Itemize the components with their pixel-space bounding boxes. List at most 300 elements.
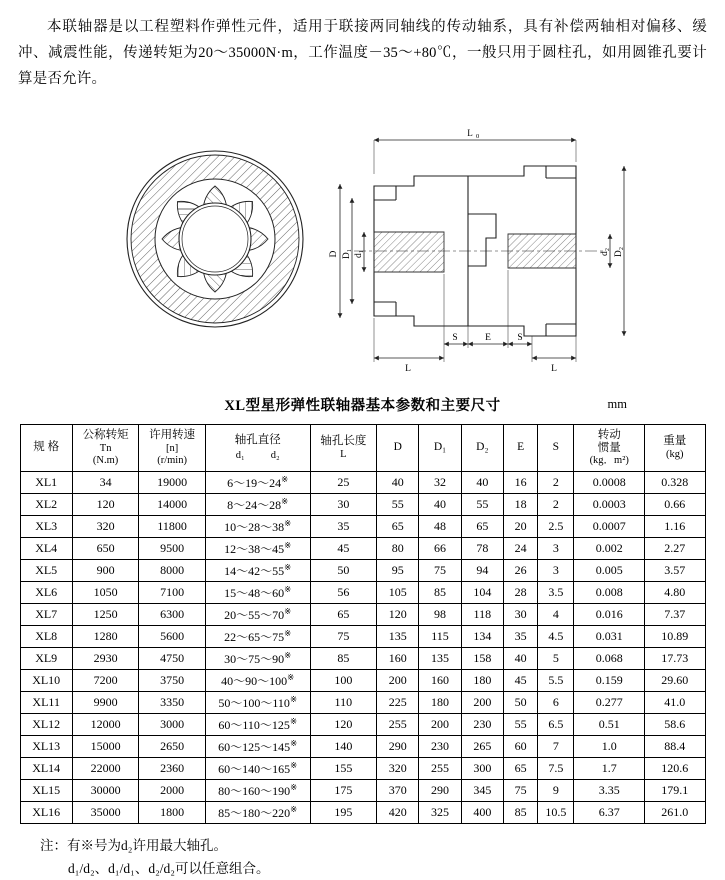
cell-bore-diameter bbox=[205, 692, 310, 714]
cell-D1: 40 bbox=[419, 494, 461, 516]
header-E: E bbox=[503, 425, 537, 472]
cell-spec: XL6 bbox=[20, 582, 72, 604]
header-speed-label: 许用转速 bbox=[149, 429, 196, 442]
cell-inertia: 0.016 bbox=[574, 604, 645, 626]
header-S: S bbox=[538, 425, 574, 472]
table-row bbox=[20, 692, 705, 714]
max-bore-marker-icon: ※ bbox=[290, 781, 298, 792]
cell-inertia: 0.277 bbox=[574, 692, 645, 714]
max-bore-marker-icon: ※ bbox=[284, 539, 292, 550]
header-inertia-unit: (kg．m²) bbox=[589, 455, 629, 467]
svg-text:D₁: D₁ bbox=[342, 248, 352, 260]
cell-torque: 900 bbox=[72, 560, 138, 582]
header-weight bbox=[644, 425, 705, 472]
bore-range: 60～140～165 bbox=[218, 761, 291, 776]
cell-spec: XL16 bbox=[20, 802, 72, 824]
cell-inertia: 0.0007 bbox=[574, 516, 645, 538]
cell-E: 40 bbox=[503, 648, 537, 670]
cell-bore-diameter bbox=[205, 626, 310, 648]
cell-torque: 1050 bbox=[72, 582, 138, 604]
bore-range: 6～19～24 bbox=[227, 475, 282, 490]
note-line-1 bbox=[40, 834, 725, 857]
max-bore-marker-icon: ※ bbox=[284, 627, 292, 638]
cell-D1: 135 bbox=[419, 648, 461, 670]
cell-inertia: 0.068 bbox=[574, 648, 645, 670]
cell-E: 45 bbox=[503, 670, 537, 692]
cell-inertia: 6.37 bbox=[574, 802, 645, 824]
header-speed bbox=[139, 425, 205, 472]
bore-range: 60～110～125 bbox=[218, 717, 290, 732]
cell-bore-diameter bbox=[205, 516, 310, 538]
cell-bore-length: 100 bbox=[310, 670, 376, 692]
cell-E: 60 bbox=[503, 736, 537, 758]
cell-E: 18 bbox=[503, 494, 537, 516]
cell-bore-length: 85 bbox=[310, 648, 376, 670]
cell-S: 3.5 bbox=[538, 582, 574, 604]
cell-D: 95 bbox=[377, 560, 419, 582]
cell-E: 26 bbox=[503, 560, 537, 582]
header-inertia-label2: 惯量 bbox=[597, 441, 621, 454]
cell-inertia: 0.0003 bbox=[574, 494, 645, 516]
cell-bore-diameter bbox=[205, 472, 310, 494]
cell-spec: XL5 bbox=[20, 560, 72, 582]
intro-paragraph: 本联轴器是以工程塑料作弹性元件，适用于联接两同轴线的传动轴系，具有补偿两轴相对偏移、缓冲、减震性能，传递转矩为20～35000N·m，工作温度－35～+80℃，一般只用于圆柱孔，如用圆锥孔要计算是否允许。 bbox=[18, 19, 707, 87]
cell-E: 65 bbox=[503, 758, 537, 780]
table-row bbox=[20, 626, 705, 648]
table-title-row bbox=[0, 394, 725, 420]
cell-bore-diameter bbox=[205, 494, 310, 516]
cell-bore-length: 195 bbox=[310, 802, 376, 824]
table-header-row bbox=[20, 425, 705, 472]
cell-speed: 11800 bbox=[139, 516, 205, 538]
svg-text:L: L bbox=[467, 128, 473, 138]
cell-torque: 9900 bbox=[72, 692, 138, 714]
cell-speed: 2000 bbox=[139, 780, 205, 802]
cell-D2: 158 bbox=[461, 648, 503, 670]
cell-weight: 1.16 bbox=[644, 516, 705, 538]
max-bore-marker-icon: ※ bbox=[289, 693, 298, 704]
cell-bore-length: 175 bbox=[310, 780, 376, 802]
max-bore-marker-icon: ※ bbox=[289, 715, 298, 726]
header-weight-unit: (kg) bbox=[665, 448, 684, 460]
cell-S: 2 bbox=[538, 494, 574, 516]
cell-weight: 0.66 bbox=[644, 494, 705, 516]
cell-D: 160 bbox=[377, 648, 419, 670]
cell-speed: 4750 bbox=[139, 648, 205, 670]
cell-speed: 2360 bbox=[139, 758, 205, 780]
table-header bbox=[20, 425, 705, 472]
cell-speed: 3350 bbox=[139, 692, 205, 714]
front-view-drawing bbox=[120, 144, 310, 334]
cell-D1: 325 bbox=[419, 802, 461, 824]
cell-D1: 75 bbox=[419, 560, 461, 582]
cell-S: 5.5 bbox=[538, 670, 574, 692]
bore-range: 8～24～28 bbox=[227, 497, 282, 512]
bore-range: 15～48～60 bbox=[224, 585, 285, 600]
cell-bore-diameter bbox=[205, 582, 310, 604]
cell-D2: 40 bbox=[461, 472, 503, 494]
cell-S: 7.5 bbox=[538, 758, 574, 780]
bore-range: 50～100～110 bbox=[218, 695, 290, 710]
cell-bore-length: 155 bbox=[310, 758, 376, 780]
cell-speed: 9500 bbox=[139, 538, 205, 560]
cell-D2: 400 bbox=[461, 802, 503, 824]
figure-area bbox=[0, 116, 725, 388]
cell-weight: 0.328 bbox=[644, 472, 705, 494]
max-bore-marker-icon: ※ bbox=[281, 495, 289, 506]
cell-speed: 1800 bbox=[139, 802, 205, 824]
cell-torque: 650 bbox=[72, 538, 138, 560]
cell-E: 24 bbox=[503, 538, 537, 560]
header-bore-diameter-symbols bbox=[206, 450, 310, 462]
cell-bore-length: 65 bbox=[310, 604, 376, 626]
cell-D: 65 bbox=[377, 516, 419, 538]
bore-range: 20～55～70 bbox=[224, 607, 285, 622]
cell-E: 30 bbox=[503, 604, 537, 626]
cell-torque: 15000 bbox=[72, 736, 138, 758]
intro-section bbox=[0, 0, 725, 92]
cell-weight: 261.0 bbox=[644, 802, 705, 824]
header-bore-diameter-label: 轴孔直径 bbox=[234, 434, 281, 447]
cell-D: 105 bbox=[377, 582, 419, 604]
max-bore-marker-icon: ※ bbox=[284, 649, 292, 660]
cell-torque: 22000 bbox=[72, 758, 138, 780]
cell-inertia: 1.7 bbox=[574, 758, 645, 780]
cell-D2: 134 bbox=[461, 626, 503, 648]
svg-text:D₂: D₂ bbox=[614, 246, 624, 258]
cell-spec: XL1 bbox=[20, 472, 72, 494]
cell-D2: 94 bbox=[461, 560, 503, 582]
cell-S: 3 bbox=[538, 560, 574, 582]
cell-inertia: 0.008 bbox=[574, 582, 645, 604]
cell-weight: 58.6 bbox=[644, 714, 705, 736]
cell-D1: 85 bbox=[419, 582, 461, 604]
max-bore-marker-icon: ※ bbox=[284, 583, 292, 594]
header-speed-unit: (r/min) bbox=[157, 454, 187, 466]
cell-D2: 104 bbox=[461, 582, 503, 604]
cell-S: 6 bbox=[538, 692, 574, 714]
bore-range: 14～42～55 bbox=[224, 563, 285, 578]
cell-D2: 78 bbox=[461, 538, 503, 560]
cell-E: 50 bbox=[503, 692, 537, 714]
svg-text:S: S bbox=[452, 333, 458, 343]
note-line-2 bbox=[40, 857, 725, 880]
cell-D: 290 bbox=[377, 736, 419, 758]
elastic-element-front-view bbox=[120, 144, 310, 334]
max-bore-marker-icon: ※ bbox=[281, 473, 289, 484]
cell-D: 135 bbox=[377, 626, 419, 648]
cell-weight: 7.37 bbox=[644, 604, 705, 626]
max-bore-marker-icon: ※ bbox=[290, 737, 298, 748]
bore-range: 10～28～38 bbox=[224, 519, 285, 534]
cell-D2: 265 bbox=[461, 736, 503, 758]
header-inertia-label1: 转动 bbox=[597, 428, 621, 441]
cell-D2: 55 bbox=[461, 494, 503, 516]
cell-bore-length: 35 bbox=[310, 516, 376, 538]
cell-S: 6.5 bbox=[538, 714, 574, 736]
cell-weight: 10.89 bbox=[644, 626, 705, 648]
cell-D2: 65 bbox=[461, 516, 503, 538]
svg-text:L: L bbox=[551, 364, 557, 374]
cell-S: 9 bbox=[538, 780, 574, 802]
cell-spec: XL10 bbox=[20, 670, 72, 692]
cell-torque: 12000 bbox=[72, 714, 138, 736]
table-row bbox=[20, 604, 705, 626]
cell-weight: 41.0 bbox=[644, 692, 705, 714]
table-row bbox=[20, 648, 705, 670]
cell-E: 28 bbox=[503, 582, 537, 604]
header-D1: D₁ bbox=[419, 425, 461, 472]
max-bore-marker-icon: ※ bbox=[284, 605, 292, 616]
header-torque-label: 公称转矩 bbox=[82, 429, 129, 442]
cell-inertia: 0.0008 bbox=[574, 472, 645, 494]
header-speed-symbol: [n] bbox=[165, 442, 179, 454]
cell-weight: 2.27 bbox=[644, 538, 705, 560]
cell-speed: 19000 bbox=[139, 472, 205, 494]
cell-spec: XL7 bbox=[20, 604, 72, 626]
header-bore-d2: d₂ bbox=[270, 449, 280, 461]
max-bore-marker-icon: ※ bbox=[290, 803, 298, 814]
cell-E: 16 bbox=[503, 472, 537, 494]
table-row bbox=[20, 582, 705, 604]
cell-D: 40 bbox=[377, 472, 419, 494]
cell-weight: 88.4 bbox=[644, 736, 705, 758]
cell-bore-length: 120 bbox=[310, 714, 376, 736]
notes-section bbox=[0, 834, 725, 880]
cell-weight: 120.6 bbox=[644, 758, 705, 780]
cell-spec: XL2 bbox=[20, 494, 72, 516]
cell-inertia: 0.159 bbox=[574, 670, 645, 692]
header-torque-unit: (N.m) bbox=[92, 454, 119, 466]
cell-bore-diameter bbox=[205, 736, 310, 758]
cell-bore-length: 140 bbox=[310, 736, 376, 758]
cell-torque: 320 bbox=[72, 516, 138, 538]
cell-D2: 180 bbox=[461, 670, 503, 692]
cell-torque: 1280 bbox=[72, 626, 138, 648]
table-row bbox=[20, 516, 705, 538]
cell-spec: XL14 bbox=[20, 758, 72, 780]
cell-bore-diameter bbox=[205, 780, 310, 802]
svg-text:0: 0 bbox=[476, 133, 480, 140]
cell-speed: 5600 bbox=[139, 626, 205, 648]
cell-D: 80 bbox=[377, 538, 419, 560]
table-row bbox=[20, 780, 705, 802]
cell-D: 225 bbox=[377, 692, 419, 714]
table-unit-label: mm bbox=[607, 397, 627, 411]
header-bore-length-symbol: L bbox=[340, 448, 347, 460]
table-title: XL型星形弹性联轴器基本参数和主要尺寸 bbox=[224, 398, 501, 414]
cell-E: 20 bbox=[503, 516, 537, 538]
svg-text:d₁: d₁ bbox=[354, 249, 364, 259]
cell-weight: 179.1 bbox=[644, 780, 705, 802]
cell-E: 75 bbox=[503, 780, 537, 802]
cell-inertia: 0.005 bbox=[574, 560, 645, 582]
cell-spec: XL13 bbox=[20, 736, 72, 758]
cell-spec: XL9 bbox=[20, 648, 72, 670]
cell-weight: 4.80 bbox=[644, 582, 705, 604]
cell-D1: 115 bbox=[419, 626, 461, 648]
max-bore-marker-icon: ※ bbox=[284, 517, 292, 528]
cell-torque: 120 bbox=[72, 494, 138, 516]
cell-torque: 34 bbox=[72, 472, 138, 494]
cell-torque: 7200 bbox=[72, 670, 138, 692]
note-label: 注： bbox=[40, 838, 67, 853]
cell-bore-diameter bbox=[205, 758, 310, 780]
bore-range: 12～38～45 bbox=[224, 541, 285, 556]
header-weight-label: 重量 bbox=[663, 435, 687, 448]
cell-D1: 48 bbox=[419, 516, 461, 538]
table-row bbox=[20, 538, 705, 560]
table-row bbox=[20, 802, 705, 824]
table-row bbox=[20, 560, 705, 582]
cell-speed: 6300 bbox=[139, 604, 205, 626]
cell-E: 35 bbox=[503, 626, 537, 648]
cell-speed: 14000 bbox=[139, 494, 205, 516]
cell-inertia: 3.35 bbox=[574, 780, 645, 802]
cell-S: 10.5 bbox=[538, 802, 574, 824]
cell-D: 370 bbox=[377, 780, 419, 802]
max-bore-marker-icon: ※ bbox=[290, 759, 298, 770]
cell-bore-length: 110 bbox=[310, 692, 376, 714]
cell-D: 120 bbox=[377, 604, 419, 626]
cell-bore-length: 50 bbox=[310, 560, 376, 582]
cell-D2: 300 bbox=[461, 758, 503, 780]
table-body bbox=[20, 472, 705, 824]
cell-bore-diameter bbox=[205, 648, 310, 670]
cell-speed: 7100 bbox=[139, 582, 205, 604]
bore-range: 85～180～220 bbox=[218, 805, 291, 820]
cell-spec: XL15 bbox=[20, 780, 72, 802]
cell-bore-diameter bbox=[205, 560, 310, 582]
cell-bore-diameter bbox=[205, 714, 310, 736]
cell-weight: 29.60 bbox=[644, 670, 705, 692]
cell-D: 55 bbox=[377, 494, 419, 516]
header-torque bbox=[72, 425, 138, 472]
cell-weight: 17.73 bbox=[644, 648, 705, 670]
svg-text:d₂: d₂ bbox=[600, 247, 610, 257]
cell-D1: 230 bbox=[419, 736, 461, 758]
cell-D2: 118 bbox=[461, 604, 503, 626]
cell-bore-length: 75 bbox=[310, 626, 376, 648]
bore-range: 30～75～90 bbox=[224, 651, 285, 666]
cell-S: 3 bbox=[538, 538, 574, 560]
header-torque-symbol: Tn bbox=[99, 442, 112, 454]
cell-D1: 180 bbox=[419, 692, 461, 714]
cell-torque: 1250 bbox=[72, 604, 138, 626]
note-text-2: d₁/d₂、d₁/d₁、d₂/d₂可以任意组合。 bbox=[68, 861, 270, 876]
cell-bore-diameter bbox=[205, 538, 310, 560]
header-D: D bbox=[377, 425, 419, 472]
bore-range: 60～125～145 bbox=[218, 739, 291, 754]
cell-bore-length: 30 bbox=[310, 494, 376, 516]
max-bore-marker-icon: ※ bbox=[284, 561, 292, 572]
cell-spec: XL4 bbox=[20, 538, 72, 560]
header-inertia bbox=[574, 425, 645, 472]
table-row bbox=[20, 494, 705, 516]
table-row bbox=[20, 670, 705, 692]
cell-inertia: 0.51 bbox=[574, 714, 645, 736]
table-row bbox=[20, 472, 705, 494]
cell-D1: 255 bbox=[419, 758, 461, 780]
cell-inertia: 1.0 bbox=[574, 736, 645, 758]
svg-text:L: L bbox=[405, 364, 411, 374]
cell-speed: 8000 bbox=[139, 560, 205, 582]
bore-range: 80～160～190 bbox=[218, 783, 291, 798]
table-row bbox=[20, 758, 705, 780]
cell-D1: 66 bbox=[419, 538, 461, 560]
cell-bore-length: 25 bbox=[310, 472, 376, 494]
table-row bbox=[20, 736, 705, 758]
cell-D1: 32 bbox=[419, 472, 461, 494]
cell-S: 7 bbox=[538, 736, 574, 758]
cell-S: 4 bbox=[538, 604, 574, 626]
cell-bore-diameter bbox=[205, 604, 310, 626]
bore-range: 22～65～75 bbox=[224, 629, 285, 644]
header-spec: 规 格 bbox=[20, 425, 72, 472]
cell-bore-length: 56 bbox=[310, 582, 376, 604]
cell-E: 55 bbox=[503, 714, 537, 736]
cell-bore-diameter bbox=[205, 670, 310, 692]
cell-speed: 3750 bbox=[139, 670, 205, 692]
cell-D1: 290 bbox=[419, 780, 461, 802]
cell-D1: 200 bbox=[419, 714, 461, 736]
note-text-1: 有※号为d₂许用最大轴孔。 bbox=[67, 838, 227, 853]
cell-D: 420 bbox=[377, 802, 419, 824]
cell-D2: 200 bbox=[461, 692, 503, 714]
cell-weight: 3.57 bbox=[644, 560, 705, 582]
table-row bbox=[20, 714, 705, 736]
header-bore-diameter bbox=[205, 425, 310, 472]
svg-text:S: S bbox=[517, 333, 523, 343]
cell-bore-length: 45 bbox=[310, 538, 376, 560]
coupling-section-view bbox=[318, 126, 710, 376]
cell-D1: 160 bbox=[419, 670, 461, 692]
cell-E: 85 bbox=[503, 802, 537, 824]
cell-bore-diameter bbox=[205, 802, 310, 824]
cell-speed: 2650 bbox=[139, 736, 205, 758]
cell-S: 5 bbox=[538, 648, 574, 670]
section-view-drawing bbox=[318, 126, 710, 376]
cell-D2: 230 bbox=[461, 714, 503, 736]
cell-spec: XL3 bbox=[20, 516, 72, 538]
cell-spec: XL11 bbox=[20, 692, 72, 714]
cell-S: 4.5 bbox=[538, 626, 574, 648]
cell-S: 2.5 bbox=[538, 516, 574, 538]
cell-torque: 30000 bbox=[72, 780, 138, 802]
svg-text:E: E bbox=[485, 333, 491, 343]
header-bore-length-label: 轴孔长度 bbox=[320, 435, 367, 448]
cell-D2: 345 bbox=[461, 780, 503, 802]
cell-spec: XL12 bbox=[20, 714, 72, 736]
cell-D: 200 bbox=[377, 670, 419, 692]
cell-D: 255 bbox=[377, 714, 419, 736]
header-bore-d1: d₁ bbox=[235, 449, 245, 461]
cell-speed: 3000 bbox=[139, 714, 205, 736]
cell-S: 2 bbox=[538, 472, 574, 494]
cell-D: 320 bbox=[377, 758, 419, 780]
cell-inertia: 0.031 bbox=[574, 626, 645, 648]
spec-table bbox=[20, 424, 706, 824]
cell-spec: XL8 bbox=[20, 626, 72, 648]
cell-torque: 2930 bbox=[72, 648, 138, 670]
bore-range: 40～90～100 bbox=[221, 673, 288, 688]
cell-torque: 35000 bbox=[72, 802, 138, 824]
header-bore-length bbox=[310, 425, 376, 472]
cell-D1: 98 bbox=[419, 604, 461, 626]
svg-text:D: D bbox=[329, 250, 339, 258]
max-bore-marker-icon: ※ bbox=[287, 671, 295, 682]
cell-inertia: 0.002 bbox=[574, 538, 645, 560]
